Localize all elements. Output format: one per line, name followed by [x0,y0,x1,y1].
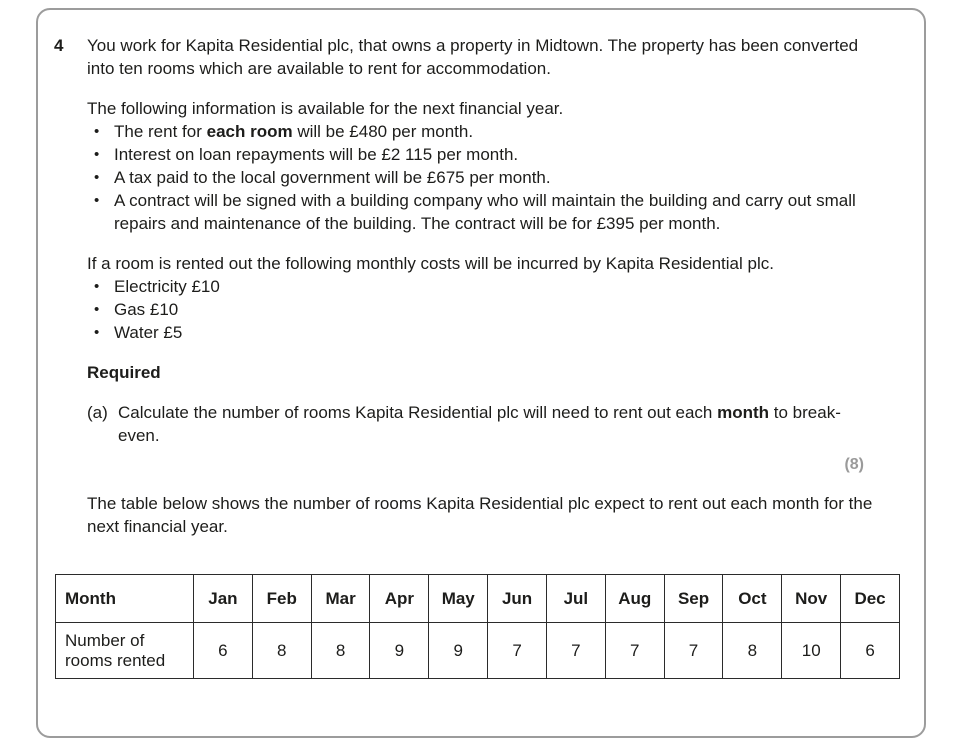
info-bullet-rent [87,120,882,143]
bullet-icon: • [94,301,100,318]
table-header-cell: Sep [664,575,723,623]
table-value-cell: 9 [429,623,488,679]
bullet-icon: • [94,324,100,341]
room-costs-lead: If a room is rented out the following monthly costs will be incurred by Kapita Residential plc. [87,254,774,273]
table-header-cell: Jul [546,575,605,623]
bullet-text: Gas £10 [114,300,179,319]
question-block [38,34,924,555]
info-bullet-contract [87,189,882,235]
table-header-cell: Apr [370,575,429,623]
question-number: 4 [54,36,64,55]
bullet-icon: • [94,169,100,186]
bullet-text: A contract will be signed with a building company who will maintain the building and carry out small repairs and maintenance of the building. The contract will be for £395 per month. [114,191,856,233]
table-header-cell: Nov [782,575,841,623]
bullet-text: Water £5 [114,323,183,342]
table-value-cell: 8 [311,623,370,679]
question-frame [36,8,926,738]
part-a-label: (a) [87,403,108,422]
room-costs-list [87,275,882,344]
table-value-cell: 7 [664,623,723,679]
part-a-text: Calculate the number of rooms Kapita Residential plc will need to rent out each month to break-even. [118,403,841,445]
table-data-row [56,623,900,679]
bullet-icon: • [94,192,100,209]
table-header-cell: Oct [723,575,782,623]
table-value-cell: 9 [370,623,429,679]
table-value-cell: 7 [488,623,547,679]
cost-bullet-water [87,321,882,344]
table-intro: The table below shows the number of rooms Kapita Residential plc expect to rent out each month for the next financial year. [87,494,873,536]
table-value-cell: 7 [546,623,605,679]
bullet-icon: • [94,123,100,140]
rooms-rented-table [55,574,900,679]
table-value-cell: 8 [723,623,782,679]
bullet-icon: • [94,146,100,163]
bullet-text: Electricity £10 [114,277,220,296]
bullet-icon: • [94,278,100,295]
table-header-cell: Dec [841,575,900,623]
financial-info-list [87,120,882,235]
financial-info-lead: The following information is available for the next financial year. [87,99,564,118]
cost-bullet-gas [87,298,882,321]
info-bullet-interest [87,143,882,166]
table-value-cell: 10 [782,623,841,679]
cost-bullet-electricity [87,275,882,298]
bullet-text: A tax paid to the local government will be £675 per month. [114,168,551,187]
info-bullet-tax [87,166,882,189]
table-header-cell: Aug [605,575,664,623]
table-header-month: Month [56,575,194,623]
table-header-row [56,575,900,623]
bullet-text: The rent for each room will be £480 per month. [114,122,474,141]
table-header-cell: Jan [194,575,253,623]
row-label-rooms-rented: Number of rooms rented [56,623,194,679]
required-label: Required [87,363,161,382]
marks-badge: (8) [844,456,864,473]
table-value-cell: 6 [194,623,253,679]
table-value-cell: 7 [605,623,664,679]
table-value-cell: 6 [841,623,900,679]
question-body [87,34,882,555]
part-a [87,401,882,447]
table-header-cell: Mar [311,575,370,623]
table-header-cell: Jun [488,575,547,623]
intro-paragraph: You work for Kapita Residential plc, that owns a property in Midtown. The property has been converted into ten rooms which are available to rent for accommodation. [87,36,859,78]
bullet-text: Interest on loan repayments will be £2 115 per month. [114,145,519,164]
table-header-cell: Feb [252,575,311,623]
table-value-cell: 8 [252,623,311,679]
table-header-cell: May [429,575,488,623]
